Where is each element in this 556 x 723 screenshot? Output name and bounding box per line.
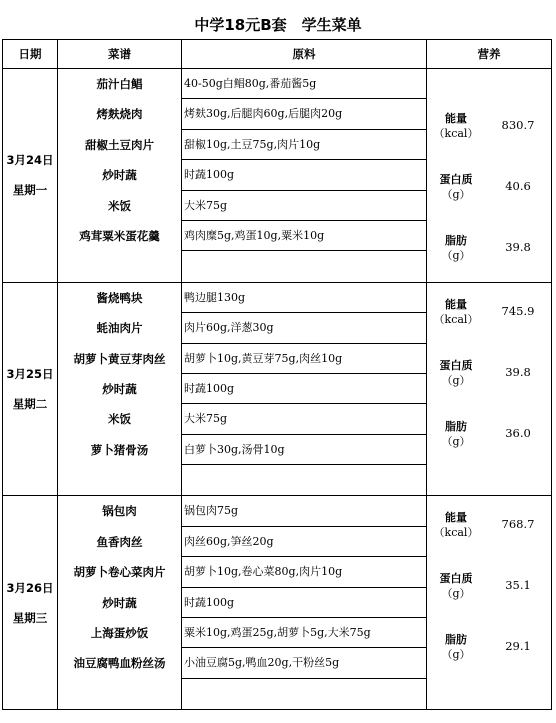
ingredient-cell: 小油豆腐5g,鸭血20g,干粉丝5g	[182, 648, 426, 678]
ingredient-cell: 鸡肉糜5g,鸡蛋10g,粟米10g	[182, 221, 426, 251]
dish-name: 上海蛋炒饭	[90, 626, 149, 641]
dish-list	[58, 496, 182, 710]
ingredient-cell: 烤麸30g,后腿肉60g,后腿肉20g	[182, 99, 426, 129]
ingredient-cell: 胡萝卜10g,卷心菜80g,肉片10g	[182, 557, 426, 587]
ingredient-cell: 时蔬100g	[182, 588, 426, 618]
protein-label: 蛋白质	[439, 572, 473, 586]
ingredient-cell: 时蔬100g	[182, 160, 426, 190]
fat-row	[427, 233, 551, 265]
protein-value: 40.6	[505, 179, 531, 193]
dish-name: 酱烧鸭块	[96, 290, 143, 305]
dish-name: 胡萝卜黄豆芽肉丝	[73, 351, 166, 366]
day-weekday: 星期一	[12, 183, 48, 198]
day-cell	[3, 282, 58, 496]
ingredient-cell	[182, 679, 426, 709]
nutrition-cell	[427, 282, 552, 496]
energy-label: 能量	[445, 511, 467, 525]
protein-value: 39.8	[505, 364, 531, 379]
energy-value: 830.7	[501, 118, 535, 132]
protein-label: 蛋白质	[439, 173, 473, 186]
dish-name: 茄汁白鲳	[96, 77, 143, 91]
menu-table	[2, 39, 552, 710]
ingredient-cell: 时蔬100g	[182, 374, 426, 404]
dish-name: 胡萝卜卷心菜肉片	[73, 565, 166, 580]
dish-name: 甜椒土豆肉片	[85, 137, 154, 152]
ingredient-cell: 40-50g白鲳80g,番茄酱5g	[182, 69, 426, 99]
dish-name: 油豆腐鸭血粉丝汤	[73, 656, 166, 671]
ingredient-cell: 肉片60g,洋葱30g	[182, 313, 426, 343]
ingredient-list	[182, 282, 427, 496]
dish-name: 鱼香肉丝	[96, 534, 143, 549]
protein-unit: （g）	[441, 188, 471, 201]
dish-name: 蚝油肉片	[96, 321, 143, 336]
ingredient-cell	[182, 251, 426, 281]
ingredient-cell	[182, 465, 426, 495]
ingredient-cell: 大米75g	[182, 404, 426, 434]
energy-unit: （kcal）	[433, 127, 479, 140]
dish-list	[58, 282, 182, 496]
header-date: 日期	[3, 40, 58, 69]
energy-unit: （kcal）	[433, 312, 479, 326]
ingredient-list	[182, 496, 427, 710]
fat-row	[427, 632, 551, 664]
protein-unit: （g）	[441, 587, 471, 601]
fat-label: 脂肪	[445, 234, 467, 247]
header-row	[3, 40, 552, 69]
ingredient-cell: 粟米10g,鸡蛋25g,胡萝卜5g,大米75g	[182, 618, 426, 648]
dish-list	[58, 69, 182, 283]
ingredient-cell: 胡萝卜10g,黄豆芽75g,肉丝10g	[182, 344, 426, 374]
dish-name: 米饭	[108, 412, 131, 427]
day-weekday: 星期三	[12, 610, 48, 625]
protein-row	[427, 571, 551, 603]
energy-row	[427, 297, 551, 329]
ingredient-cell: 鸭边腿130g	[182, 283, 426, 313]
nutrition-cell	[427, 496, 552, 710]
day-cell	[3, 69, 58, 283]
ingredient-list	[182, 69, 427, 283]
ingredient-cell: 锅包肉75g	[182, 496, 426, 526]
dish-name: 鸡茸粟米蛋花羹	[79, 228, 160, 243]
header-dish: 菜谱	[58, 40, 182, 69]
energy-row	[427, 111, 551, 143]
energy-label: 能量	[445, 297, 467, 311]
day-date: 3月25日	[6, 367, 54, 382]
protein-label: 蛋白质	[439, 358, 473, 372]
ingredient-cell: 肉丝60g,笋丝20g	[182, 527, 426, 557]
day-date: 3月24日	[6, 153, 54, 168]
day-weekday: 星期二	[12, 397, 48, 412]
dish-name: 萝卜猪骨汤	[90, 442, 149, 457]
protein-row	[427, 172, 551, 204]
dish-name: 烤麸烧肉	[96, 107, 143, 122]
ingredient-cell: 白萝卜30g,汤骨10g	[182, 435, 426, 465]
ingredient-cell: 大米75g	[182, 191, 426, 221]
energy-label: 能量	[445, 112, 467, 125]
dish-name: 炒时蔬	[102, 595, 137, 610]
dish-name: 炒时蔬	[102, 381, 137, 396]
day-cell	[3, 496, 58, 710]
header-ingredient: 原料	[182, 40, 427, 69]
fat-label: 脂肪	[445, 633, 467, 647]
page-title: 中学18元B套 学生菜单	[194, 16, 362, 34]
dish-name: 锅包肉	[102, 504, 137, 519]
energy-row	[427, 510, 551, 542]
fat-row	[427, 419, 551, 451]
protein-unit: （g）	[441, 373, 471, 387]
energy-value: 745.9	[501, 303, 535, 318]
dish-name: 米饭	[108, 198, 131, 213]
nutrition-cell	[427, 69, 552, 283]
fat-value: 36.0	[505, 425, 531, 440]
day-row-1	[3, 69, 552, 283]
fat-label: 脂肪	[445, 419, 467, 433]
energy-value: 768.7	[501, 517, 535, 532]
fat-value: 39.8	[505, 240, 531, 254]
fat-unit: （g）	[441, 648, 471, 662]
fat-value: 29.1	[505, 639, 531, 654]
day-date: 3月26日	[6, 580, 54, 595]
fat-unit: （g）	[441, 434, 471, 448]
energy-unit: （kcal）	[433, 526, 479, 540]
protein-row	[427, 358, 551, 390]
protein-value: 35.1	[505, 578, 531, 593]
header-nutrition: 营养	[427, 40, 552, 69]
ingredient-cell: 甜椒10g,土豆75g,肉片10g	[182, 130, 426, 160]
day-row-2	[3, 282, 552, 496]
day-row-3	[3, 496, 552, 710]
dish-name: 炒时蔬	[102, 168, 137, 183]
fat-unit: （g）	[441, 249, 471, 262]
